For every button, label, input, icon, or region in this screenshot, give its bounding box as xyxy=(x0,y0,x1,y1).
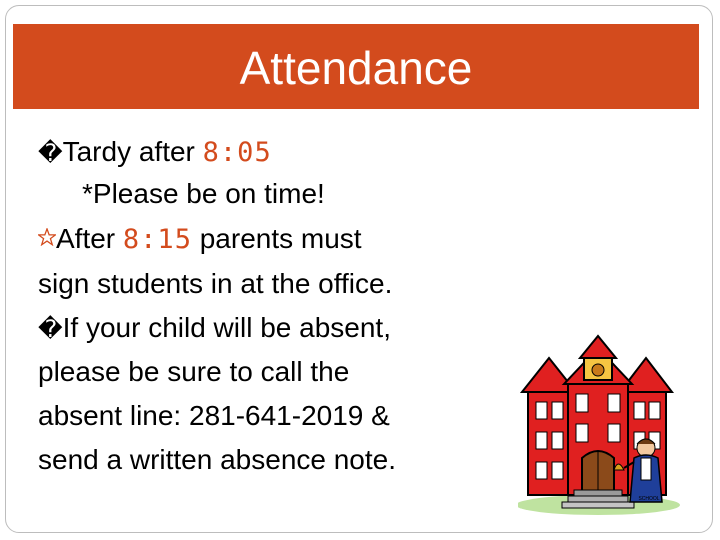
bullet-absent xyxy=(38,311,391,347)
after-text: After xyxy=(56,223,116,254)
school-clipart xyxy=(518,330,686,520)
title-bar xyxy=(13,24,699,109)
tardy-text: Tardy after xyxy=(62,136,195,167)
line-absent-phone xyxy=(38,399,390,433)
sign-students-text: sign students in at the office. xyxy=(38,268,393,299)
line-note xyxy=(38,443,396,477)
bullet-tardy xyxy=(38,135,272,171)
call-text: please be sure to call the xyxy=(38,356,350,387)
star-bullet-icon xyxy=(38,228,56,246)
absent-phone-text: absent line: 281-641-2019 & xyxy=(38,400,390,431)
sub-note xyxy=(82,177,325,211)
sub-note-text: *Please be on time! xyxy=(82,178,325,209)
note-text: send a written absence note. xyxy=(38,444,397,475)
bullet-after xyxy=(38,222,362,257)
tardy-time: 8:05 xyxy=(202,137,272,168)
absent-text: If your child will be absent, xyxy=(62,312,391,343)
after-time: 8:15 xyxy=(122,224,192,255)
bullet-glyph: � xyxy=(38,140,63,167)
line-call xyxy=(38,355,349,389)
line-sign-students xyxy=(38,267,392,301)
bullet-glyph-2: � xyxy=(38,316,63,343)
school-caption: SCHOOL xyxy=(638,496,660,502)
after-text-end: parents must xyxy=(199,223,362,254)
slide-title: Attendance xyxy=(239,41,473,94)
